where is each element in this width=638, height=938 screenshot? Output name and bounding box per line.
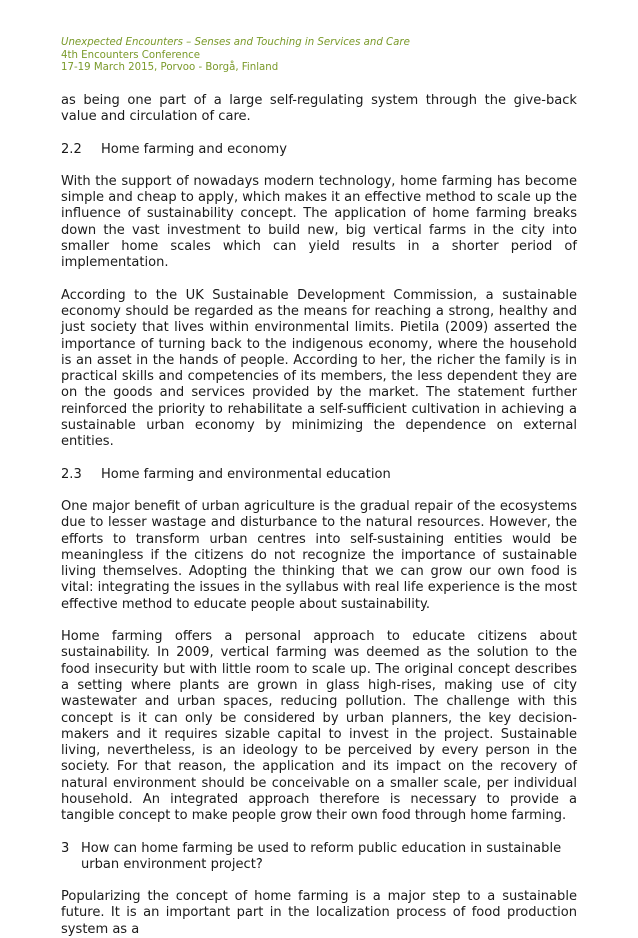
conference-dates: 17-19 March 2015, Porvoo - Borgå, Finland — [61, 62, 279, 74]
paragraph: One major benefit of urban agriculture is the gradual repair of the ecosystems due to lesser wastage and disturbance to the natural resources. However, the efforts to transform urban centres into self-sustaining entities would be meaningless if the citizens do not recognize the importance of sustainable living themselves. Adopting the thinking that we can grow our own food is vital: integrating the issues in the syllabus with real life experience is the most effective method to educate people about sustainability. — [61, 498, 577, 612]
paragraph: According to the UK Sustainable Development Commission, a sustainable economy should be regarded as the means for reaching a strong, healthy and just society that lives within environmental limits. Pietila (2009) asserted the importance of turning back to the indigenous economy, where the household is an asset in the hands of people. According to her, the richer the family is in practical skills and competencies of its members, the less dependent they are on the goods and services provided by the market. The statement further reinforced the priority to rehabilitate a self-sufficient cultivation in achieving a sustainable urban economy by minimizing the dependence on external entities. — [61, 287, 577, 450]
conference-edition: 4th Encounters Conference — [61, 49, 201, 61]
conference-title: Unexpected Encounters – Senses and Touching in Services and Care — [61, 37, 410, 48]
section-title: How can home farming be used to reform public education in sustainable urban environment project? — [81, 840, 562, 872]
section-title: Home farming and economy — [101, 141, 287, 157]
section-number: 3 — [61, 840, 70, 856]
running-header — [61, 37, 410, 75]
section-title: Home farming and environmental education — [101, 466, 391, 482]
paragraph: Home farming offers a personal approach to educate citizens about sustainability. In 2009, vertical farming was deemed as the solution to the food insecurity but with little room to scale up. The original concept describes a setting where plants are grown in glass high-rises, making use of city wastewater and urban spaces, reducing pollution. The challenge with this concept is it can only be considered by urban planners, the key decision-makers and it requires sizable capital to invest in the project. Sustainable living, nevertheless, is an ideology to be perceived by every person in the society. For that reason, the application and its impact on the recovery of natural environment should be conceivable on a smaller scale, per individual household. An integrated approach therefore is necessary to provide a tangible concept to make people grow their own food through home farming. — [61, 629, 577, 824]
section-heading-3 — [61, 841, 577, 874]
section-heading-2-3 — [61, 467, 577, 483]
paragraph: Popularizing the concept of home farming is a major step to a sustainable future. It is an important part in the localization process of food production system as a — [61, 889, 577, 937]
section-number: 2.3 — [61, 466, 82, 482]
paragraph: With the support of nowadays modern technology, home farming has become simple and cheap to apply, which makes it an effective method to scale up the influence of sustainability concept. The application of home farming breaks down the vast investment to build new, big vertical farms in the city into smaller home scales which can yield results in a shorter period of implementation. — [61, 173, 577, 271]
section-heading-2-2 — [61, 142, 577, 158]
paragraph-continuation: as being one part of a large self-regulating system through the give-back value and circulation of care. — [61, 93, 577, 125]
body-text — [61, 93, 577, 938]
section-number: 2.2 — [61, 141, 82, 157]
